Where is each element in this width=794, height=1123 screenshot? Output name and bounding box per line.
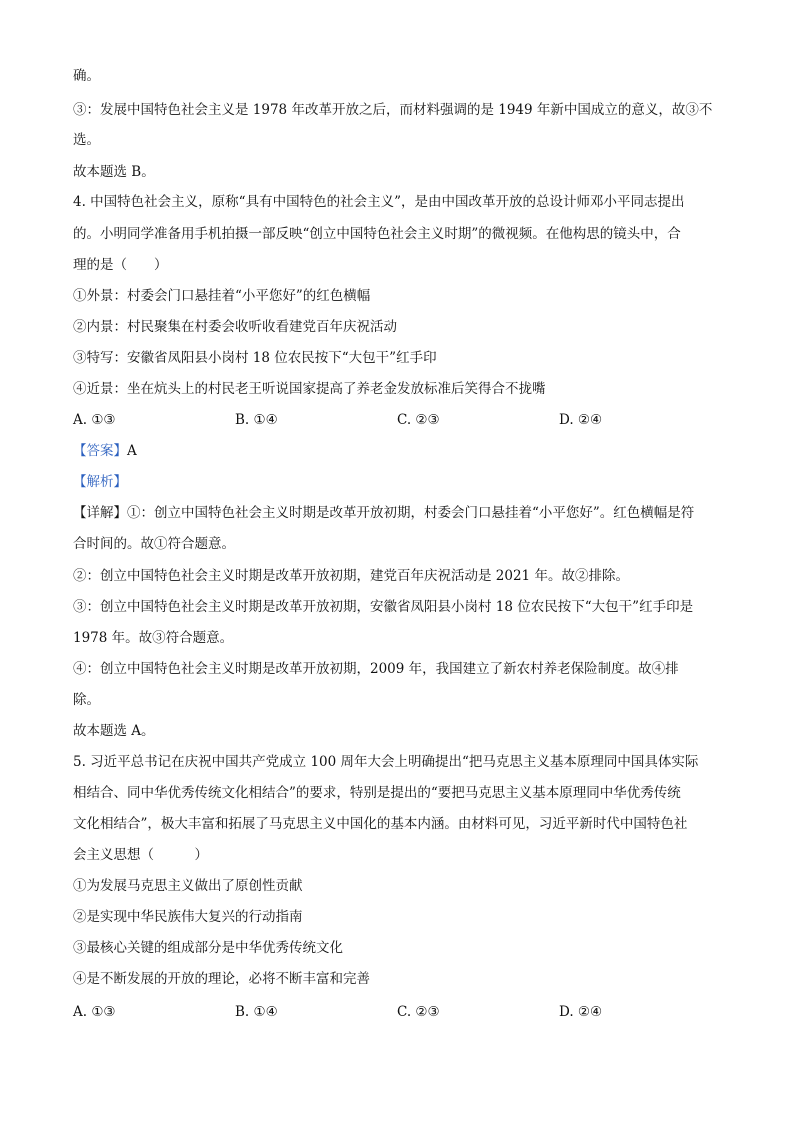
statement: ④近景：坐在炕头上的村民老王听说国家提高了养老金发放标准后笑得合不拢嘴 bbox=[73, 381, 546, 397]
text-line: ③：发展中国特色社会主义是 1978 年改革开放之后，而材料强调的是 1949 年新中国成立的意义，故③不 bbox=[73, 102, 713, 118]
statement: ②内景：村民聚集在村委会收听收看建党百年庆祝活动 bbox=[73, 319, 397, 335]
option-a: A. ①③ bbox=[73, 412, 116, 428]
statement: ④是不断发展的开放的理论，必将不断丰富和完善 bbox=[73, 971, 370, 987]
statement: ①外景：村委会门口悬挂着“小平您好”的红色横幅 bbox=[73, 288, 371, 304]
option-d: D. ②④ bbox=[559, 1004, 603, 1020]
question-5-stem: 相结合、同中华优秀传统文化相结合”的要求，特别是提出的“要把马克思主义基本原理同中华优秀传统 bbox=[73, 785, 681, 801]
question-4-stem: 理的是（ ） bbox=[73, 257, 168, 273]
option-b: B. ①④ bbox=[235, 1004, 278, 1020]
statement: ①为发展马克思主义做出了原创性贡献 bbox=[73, 878, 303, 894]
text-line: 确。 bbox=[73, 68, 100, 84]
question-5-stem: 会主义思想（ ） bbox=[73, 847, 208, 863]
analysis-tag: 【解析】 bbox=[73, 474, 127, 490]
question-4-stem: 4. 中国特色社会主义，原称“具有中国特色的社会主义”，是由中国改革开放的总设计师邓小平同志提出 bbox=[73, 194, 685, 210]
explanation-line: 除。 bbox=[73, 692, 100, 708]
analysis-line bbox=[73, 472, 127, 492]
answer-line bbox=[73, 441, 137, 461]
explanation-line: 合时间的。故①符合题意。 bbox=[73, 536, 235, 552]
explanation-line bbox=[73, 503, 694, 523]
option-c: C. ②③ bbox=[397, 412, 440, 428]
option-c: C. ②③ bbox=[397, 1004, 440, 1020]
answer-tag: 【答案】 bbox=[73, 443, 127, 459]
statement: ③最核心关键的组成部分是中华优秀传统文化 bbox=[73, 940, 343, 956]
detail-tag: 【详解】 bbox=[73, 505, 127, 521]
option-b: B. ①④ bbox=[235, 412, 278, 428]
question-4-stem: 的。小明同学准备用手机拍摄一部反映“创立中国特色社会主义时期”的微视频。在他构思的镜头中，合 bbox=[73, 226, 681, 242]
option-a: A. ①③ bbox=[73, 1004, 116, 1020]
explanation-text: ①：创立中国特色社会主义时期是改革开放初期，村委会门口悬挂着“小平您好”。红色横幅是符 bbox=[127, 505, 695, 521]
explanation-line: ③：创立中国特色社会主义时期是改革开放初期，安徽省凤阳县小岗村 18 位农民按下“大包干”红手印是 bbox=[73, 599, 694, 615]
option-d: D. ②④ bbox=[559, 412, 603, 428]
statement: ③特写：安徽省凤阳县小岗村 18 位农民按下“大包干”红手印 bbox=[73, 350, 437, 366]
text-line: 选。 bbox=[73, 132, 100, 148]
explanation-line: ②：创立中国特色社会主义时期是改革开放初期，建党百年庆祝活动是 2021 年。故②排除。 bbox=[73, 568, 629, 584]
question-5-stem: 文化相结合”，极大丰富和拓展了马克思主义中国化的基本内涵。由材料可见，习近平新时代中国特色社 bbox=[73, 816, 688, 832]
explanation-line: 1978 年。故③符合题意。 bbox=[73, 630, 234, 646]
question-5-options bbox=[73, 1002, 723, 1022]
explanation-line: ④：创立中国特色社会主义时期是改革开放初期，2009 年，我国建立了新农村养老保险制度。故④排 bbox=[73, 661, 679, 677]
question-5-stem: 5. 习近平总书记在庆祝中国共产党成立 100 周年大会上明确提出“把马克思主义基本原理同中国具体实际 bbox=[73, 754, 699, 770]
conclusion-line: 故本题选 A。 bbox=[73, 723, 155, 739]
statement: ②是实现中华民族伟大复兴的行动指南 bbox=[73, 909, 303, 925]
question-4-options bbox=[73, 410, 723, 430]
text-line: 故本题选 B。 bbox=[73, 164, 155, 180]
answer-value: A bbox=[127, 443, 137, 459]
